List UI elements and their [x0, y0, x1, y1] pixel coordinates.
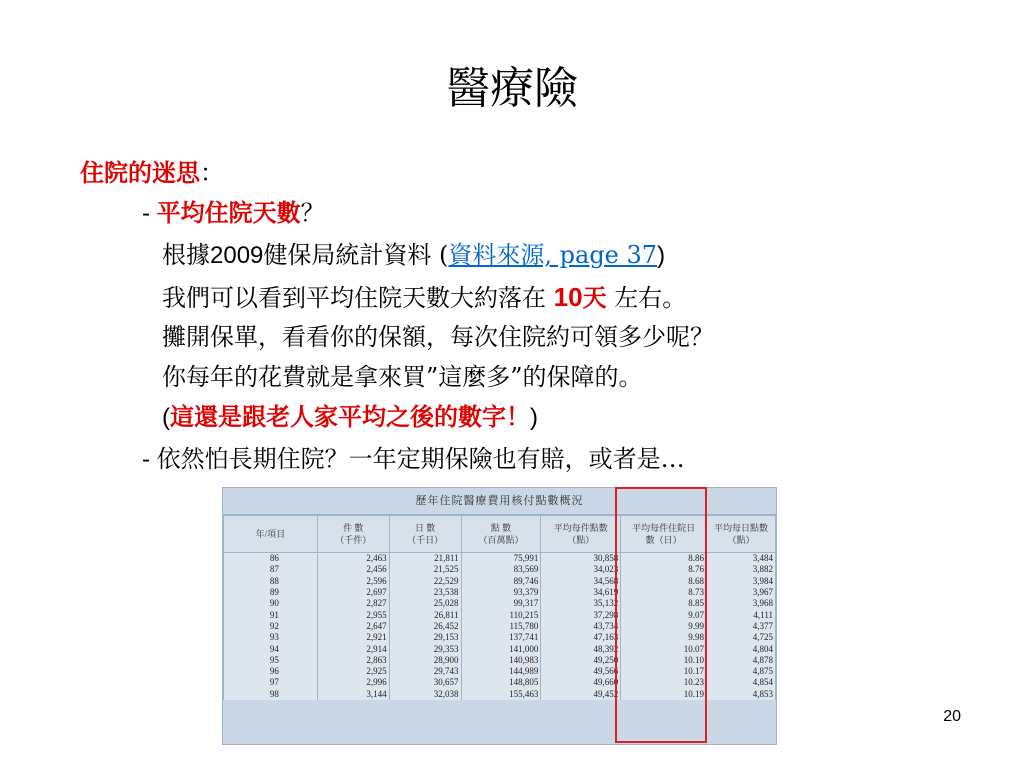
table-cell: 10.10 — [621, 655, 707, 666]
table-cell: 96 — [224, 666, 318, 677]
table-row — [224, 587, 776, 598]
table-cell: 91 — [224, 609, 318, 620]
table-cell: 3,484 — [707, 553, 776, 565]
table-cell: 35,132 — [541, 598, 621, 609]
table-row — [224, 666, 776, 677]
table-cell: 4,878 — [707, 655, 776, 666]
table-cell: 43,734 — [541, 621, 621, 632]
table-cell: 93,379 — [461, 587, 541, 598]
table-header-cell: 年/項目 — [224, 516, 318, 553]
table-cell: 86 — [224, 553, 318, 565]
table-cell: 8.86 — [621, 553, 707, 565]
table-cell: 2,463 — [317, 553, 389, 565]
heading-line — [80, 158, 224, 188]
table-row — [224, 689, 776, 700]
table-cell: 83,569 — [461, 564, 541, 575]
table-cell: 2,596 — [317, 576, 389, 587]
table-cell: 9.99 — [621, 621, 707, 632]
table-cell: 2,863 — [317, 655, 389, 666]
table-row — [224, 576, 776, 587]
table-cell: 47,163 — [541, 632, 621, 643]
table-cell: 92 — [224, 621, 318, 632]
table-cell: 34,568 — [541, 576, 621, 587]
table-cell: 49,660 — [541, 677, 621, 688]
table-cell: 141,000 — [461, 643, 541, 654]
table-cell: 115,780 — [461, 621, 541, 632]
avg-number: 10 — [553, 282, 583, 312]
table-cell: 90 — [224, 598, 318, 609]
table-cell: 21,811 — [389, 553, 461, 565]
table-cell: 48,392 — [541, 643, 621, 654]
heading-label: 住院的迷思 — [80, 158, 200, 187]
table-cell: 34,619 — [541, 587, 621, 598]
table-row — [224, 677, 776, 688]
table-cell: 3,967 — [707, 587, 776, 598]
bullet-avg-days — [142, 198, 325, 229]
table-row — [224, 564, 776, 575]
table-cell: 88 — [224, 576, 318, 587]
table-cell: 32,038 — [389, 689, 461, 700]
source-link[interactable]: 資料來源, page 37 — [448, 241, 658, 269]
table-cell: 4,804 — [707, 643, 776, 654]
heading-colon: ： — [200, 159, 224, 187]
table-cell: 10.17 — [621, 666, 707, 677]
table-cell: 4,377 — [707, 621, 776, 632]
bullet-dash: - — [142, 200, 157, 227]
table-cell: 4,875 — [707, 666, 776, 677]
table-cell: 49,250 — [541, 655, 621, 666]
table-row — [224, 621, 776, 632]
source-line — [162, 240, 665, 271]
table-cell: 144,989 — [461, 666, 541, 677]
table-cell: 3,968 — [707, 598, 776, 609]
table-cell: 2,955 — [317, 609, 389, 620]
table-cell: 25,028 — [389, 598, 461, 609]
table-header-cell: 平均每日點數 （點） — [707, 516, 776, 553]
table-header-cell: 件 數 （千件） — [317, 516, 389, 553]
note-text: 這還是跟老人家平均之後的數字！ — [170, 402, 530, 431]
table-cell: 110,215 — [461, 609, 541, 620]
table-cell: 2,921 — [317, 632, 389, 643]
table-cell: 97 — [224, 677, 318, 688]
table-header-cell: 平均每件點數 （點） — [541, 516, 621, 553]
table-cell: 10.07 — [621, 643, 707, 654]
table-cell: 2,996 — [317, 677, 389, 688]
question-mark: ？ — [300, 199, 325, 227]
table-row — [224, 632, 776, 643]
table-header-cell: 日 數 （千日） — [389, 516, 461, 553]
table-cell: 10.19 — [621, 689, 707, 700]
stats-table — [223, 515, 776, 700]
table-cell: 49,452 — [541, 689, 621, 700]
table-cell: 2,925 — [317, 666, 389, 677]
bullet-dash: - — [142, 446, 157, 473]
table-cell: 37,298 — [541, 609, 621, 620]
table-cell: 22,529 — [389, 576, 461, 587]
source-year: 2009 — [210, 242, 264, 269]
table-cell: 87 — [224, 564, 318, 575]
avg-post: 左右。 — [606, 284, 687, 312]
table-title: 歷年住院醫療費用核付點數概況 — [223, 488, 776, 515]
table-cell: 4,854 — [707, 677, 776, 688]
table-row — [224, 609, 776, 620]
table-cell: 2,827 — [317, 598, 389, 609]
avg-pre: 我們可以看到平均住院天數大約落在 — [162, 284, 554, 312]
table-cell: 23,538 — [389, 587, 461, 598]
spend-line: 你每年的花費就是拿來買”這麼多”的保障的。 — [162, 363, 643, 391]
table-cell: 94 — [224, 643, 318, 654]
table-row — [224, 598, 776, 609]
table-cell: 3,984 — [707, 576, 776, 587]
table-cell: 10.23 — [621, 677, 707, 688]
source-pre: 根據 — [162, 241, 210, 269]
table-header-cell: 平均每件住院日 數（日） — [621, 516, 707, 553]
source-mid: 健保局統計資料 ( — [263, 241, 449, 269]
table-row — [224, 643, 776, 654]
table-cell: 95 — [224, 655, 318, 666]
avg-line — [162, 282, 686, 313]
table-cell: 89,746 — [461, 576, 541, 587]
table-cell: 26,811 — [389, 609, 461, 620]
table-cell: 148,805 — [461, 677, 541, 688]
table-header-row — [224, 516, 776, 553]
table-cell: 30,657 — [389, 677, 461, 688]
table-cell: 8.73 — [621, 587, 707, 598]
table-cell: 29,743 — [389, 666, 461, 677]
table-cell: 75,991 — [461, 553, 541, 565]
table-cell: 8.85 — [621, 598, 707, 609]
table-cell: 2,456 — [317, 564, 389, 575]
table-cell: 8.68 — [621, 576, 707, 587]
bullet-long-stay — [142, 444, 685, 475]
table-cell: 30,858 — [541, 553, 621, 565]
table-cell: 29,153 — [389, 632, 461, 643]
table-cell: 3,882 — [707, 564, 776, 575]
note-close: ) — [530, 404, 538, 431]
table-cell: 155,463 — [461, 689, 541, 700]
table-cell: 4,111 — [707, 609, 776, 620]
table-cell: 49,566 — [541, 666, 621, 677]
table-cell: 34,023 — [541, 564, 621, 575]
note-open: ( — [162, 404, 170, 431]
table-cell: 3,144 — [317, 689, 389, 700]
table-cell: 4,853 — [707, 689, 776, 700]
table-cell: 2,697 — [317, 587, 389, 598]
table-cell: 89 — [224, 587, 318, 598]
table-cell: 99,317 — [461, 598, 541, 609]
policy-line: 攤開保單，看看你的保額，每次住院約可領多少呢？ — [162, 323, 714, 351]
bullet-avg-days-label: 平均住院天數 — [156, 198, 301, 227]
table-cell: 93 — [224, 632, 318, 643]
table-cell: 29,353 — [389, 643, 461, 654]
table-cell: 2,647 — [317, 621, 389, 632]
source-post: ) — [657, 242, 666, 269]
slide-title: 醫療險 — [446, 63, 578, 114]
table-cell: 9.07 — [621, 609, 707, 620]
table-row — [224, 655, 776, 666]
table-cell: 98 — [224, 689, 318, 700]
table-cell: 21,525 — [389, 564, 461, 575]
table-cell: 8.76 — [621, 564, 707, 575]
note-line — [162, 402, 538, 433]
table-cell: 28,900 — [389, 655, 461, 666]
page-number: 20 — [943, 708, 961, 725]
table-cell: 26,452 — [389, 621, 461, 632]
table-cell: 137,741 — [461, 632, 541, 643]
table-body — [224, 553, 776, 700]
table-header-cell: 點 數 （百萬點） — [461, 516, 541, 553]
hospital-stats-table — [222, 487, 777, 745]
table-cell: 140,983 — [461, 655, 541, 666]
table-cell: 4,725 — [707, 632, 776, 643]
table-cell: 9.98 — [621, 632, 707, 643]
table-row — [224, 553, 776, 565]
bullet-long-stay-text: 依然怕長期住院？一年定期保險也有賠，或者是… — [156, 445, 685, 473]
avg-unit: 天 — [582, 283, 607, 312]
table-cell: 2,914 — [317, 643, 389, 654]
